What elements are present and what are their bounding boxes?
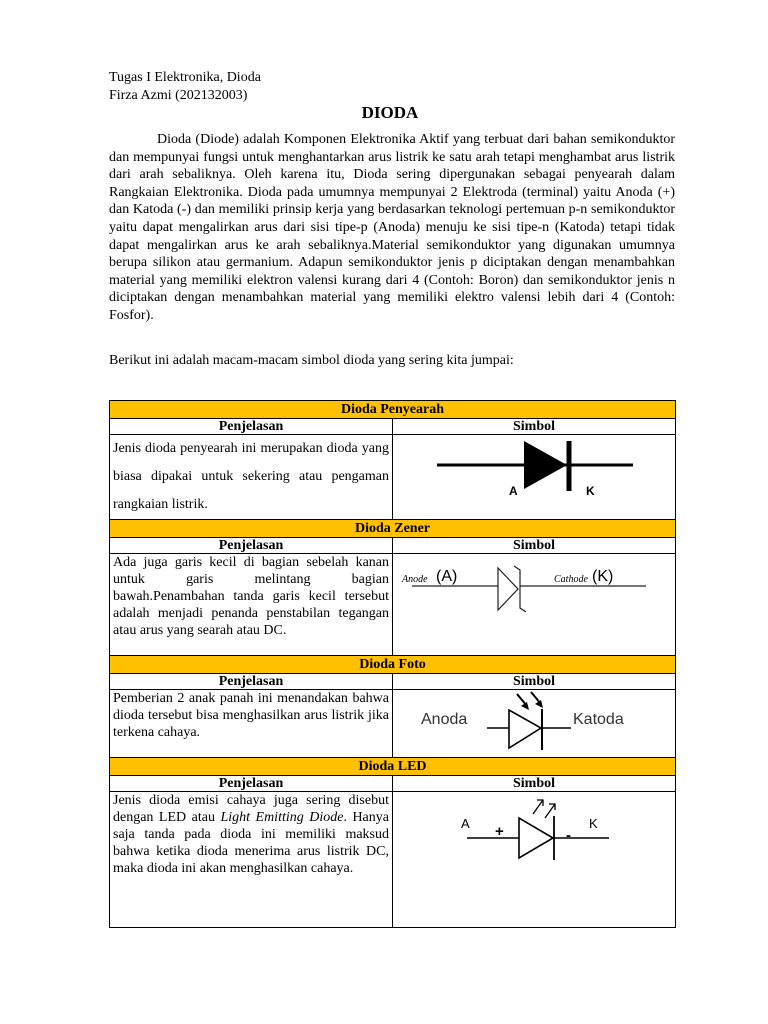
label-cathode: Cathode [554,574,588,585]
label-anode: Anode [402,574,428,585]
section-title: Dioda Zener [110,520,676,538]
label-anode: Anoda [421,711,468,728]
section-header-foto [110,656,676,674]
column-header-symbol: Simbol [393,538,676,554]
column-header-symbol: Simbol [393,776,676,792]
symbol-cell-zener [393,554,676,656]
list-intro: Berikut ini adalah macam-macam simbol dioda yang sering kita jumpai: [109,353,514,368]
label-minus: - [566,827,571,844]
label-anode-code: (A) [436,568,458,585]
table-row [110,554,676,656]
label-cathode: K [589,816,598,831]
desc-penyearah: Jenis dioda penyearah ini merupakan dioda yang biasa dipakai untuk sekering atau pengaman rangkaian listrik. [110,435,393,520]
section-title: Dioda Penyearah [110,401,676,419]
column-header-symbol: Simbol [393,419,676,435]
header-author: Firza Azmi (202132003) [109,88,248,103]
rectifier-diode-symbol-icon [429,435,639,507]
intro-paragraph-text: Dioda (Diode) adalah Komponen Elektronika Aktif yang terbuat dari bahan semikonduktor dan mempunyai fungsi untuk menghantarkan arus listrik ke satu arah tetapi menghambat arus listrik dari arah sebaliknya. Oleh karena itu, Dioda sering dipergunakan sebagai penyearah dalam Rangkaian Elektronika. Dioda pada umumnya mempunyai 2 Elektroda (terminal) yaitu Anoda (+) dan Katoda (-) dan memiliki prinsip kerja yang berdasarkan teknologi pertemuan p-n semikonduktor yaitu dapat mengalirkan arus dari sisi tipe-p (Anoda) menuju ke sisi tipe-n (Katoda) tetapi tidak dapat mengalirkan arus ke arah sebaliknya.Material semikonduktor yang digunakan umumnya berupa silikon atau germanium. Adapun semikonduktor jenis p diciptakan dengan menambahkan material yang memiliki elektron valensi kurang dari 4 (Contoh: Boron) dan semikonduktor jenis n diciptakan dengan menambahkan material yang memiliki elektro valensi lebih dari 4 (Contoh: Fosfor). [109,132,675,323]
label-cathode: Katoda [573,711,624,728]
column-header-desc: Penjelasan [110,538,393,554]
section-header-penyearah [110,401,676,419]
column-header-row [110,419,676,435]
table-row [110,690,676,758]
symbol-cell-penyearah [393,435,676,520]
symbol-cell-foto [393,690,676,758]
table-row [110,792,676,928]
page-title: DIODA [361,103,419,122]
symbol-cell-led [393,792,676,928]
zener-diode-symbol-icon [396,554,672,618]
photodiode-symbol-icon [421,690,647,756]
led-symbol-icon [449,792,619,870]
label-anode: A [461,816,470,831]
desc-led-post: . Hanya saja tanda pada dioda ini memiliki maksud bahwa ketika dioda menerima arus listrik DC, maka dioda ini akan menghasilkan cahaya. [113,810,389,876]
desc-zener: Ada juga garis kecil di bagian sebelah kanan untuk garis melintang bagian bawah.Penambahan tanda garis kecil tersebut adalah menjadi penanda penstabilan tegangan atau arus yang searah atau DC. [110,554,393,656]
column-header-row [110,776,676,792]
column-header-row [110,538,676,554]
section-header-zener [110,520,676,538]
column-header-row [110,674,676,690]
column-header-desc: Penjelasan [110,674,393,690]
label-cathode-code: (K) [592,568,614,585]
header-course: Tugas I Elektronika, Dioda [109,70,261,85]
desc-foto: Pemberian 2 anak panah ini menandakan bahwa dioda tersebut bisa menghasilkan arus listrik jika terkena cahaya. [110,690,393,758]
desc-led-pre: Jenis dioda emisi cahaya juga sering disebut dengan LED atau [113,793,389,825]
diode-symbol-table [109,400,676,928]
section-title: Dioda LED [110,758,676,776]
label-cathode: K [586,484,595,498]
table-row [110,435,676,520]
label-plus: + [495,823,504,840]
column-header-desc: Penjelasan [110,776,393,792]
desc-led [110,792,393,928]
section-title: Dioda Foto [110,656,676,674]
label-anode: A [509,484,518,498]
column-header-desc: Penjelasan [110,419,393,435]
section-header-led [110,758,676,776]
desc-led-term: Light Emitting Diode [220,810,344,825]
column-header-symbol: Simbol [393,674,676,690]
intro-paragraph [109,131,675,325]
